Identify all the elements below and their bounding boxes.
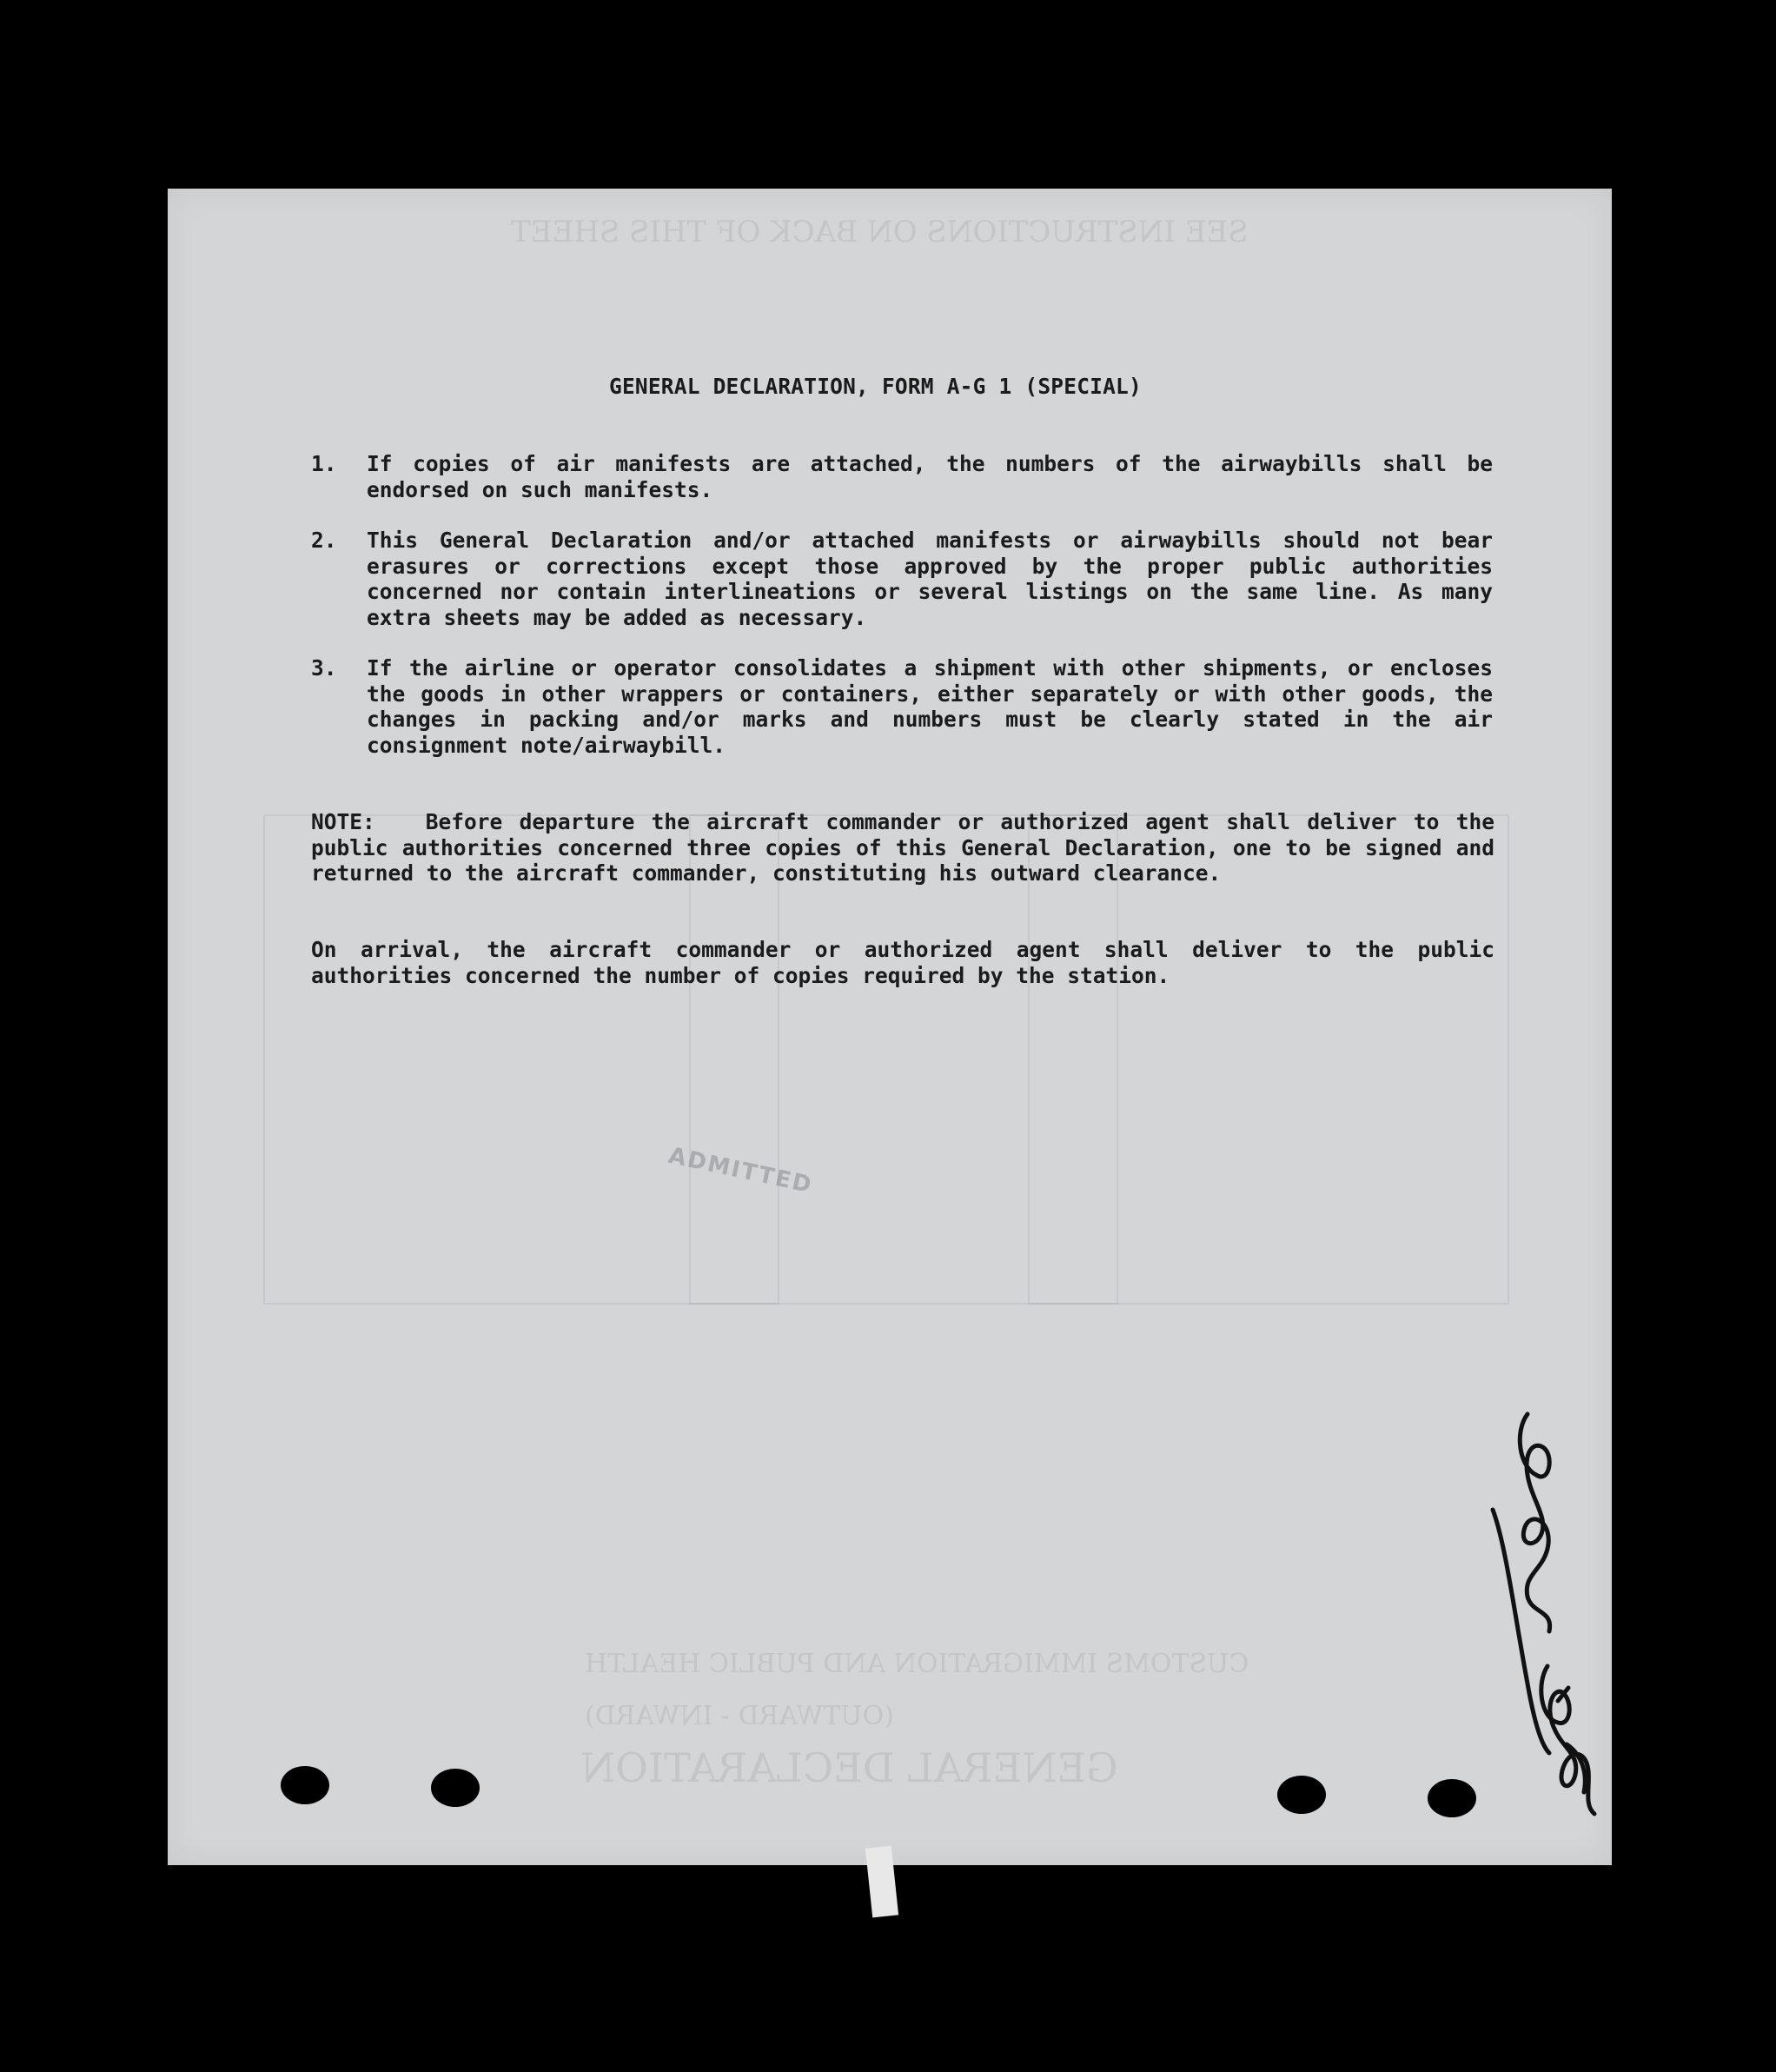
punch-hole	[1277, 1776, 1326, 1814]
faint-stamp: ADMITTED	[666, 1142, 815, 1199]
note-paragraph	[311, 809, 1494, 887]
show-through-header: SEE INSTRUCTIONS ON BACK OF THIS SHEET	[511, 215, 1249, 249]
show-through-outward: (OUTWARD - INWARD)	[585, 1701, 894, 1731]
signature-text: Edward Phillip	[1341, 1214, 1348, 1215]
item-number: 3.	[311, 655, 337, 681]
show-through-main-title: GENERAL DECLARATION	[580, 1744, 1118, 1791]
item-number: 2.	[311, 528, 337, 553]
punch-hole	[1428, 1779, 1476, 1817]
form-title: GENERAL DECLARATION, FORM A-G 1 (SPECIAL)	[609, 374, 1142, 399]
item-text: If the airline or operator consolidates a shipment with other shipments, or encloses the goods in other wrappers or containers, either separately or with other goods, the changes in packing and/or marks and numbers must be clearly stated in the air consignment note/airwaybill.	[367, 655, 1493, 758]
punch-hole	[281, 1766, 329, 1804]
handwritten-signature	[1341, 1214, 1636, 1823]
item-number: 1.	[311, 451, 337, 476]
show-through-table-col	[1028, 814, 1118, 1305]
paper-sheet	[168, 189, 1612, 1865]
show-through-subtitle: CUSTOMS IMMIGRATION AND PUBLIC HEALTH	[585, 1649, 1249, 1679]
arrival-paragraph: On arrival, the aircraft commander or authorized agent shall deliver to the public authorities concerned the number of copies required by the station.	[311, 937, 1494, 988]
note-text: Before departure the aircraft commander or authorized agent shall deliver to the public authorities concerned three copies of this General Declaration, one to be signed and returned to the aircraft commander, constituting his outward clearance.	[311, 809, 1494, 886]
punch-hole	[431, 1769, 480, 1807]
note-label: NOTE:	[311, 809, 375, 834]
show-through-table	[263, 814, 1509, 1305]
show-through-table-col	[689, 814, 779, 1305]
item-text: If copies of air manifests are attached, the numbers of the airwaybills shall be endorsed on such manifests.	[367, 451, 1493, 502]
item-text: This General Declaration and/or attached manifests or airwaybills should not bear erasures or corrections except those approved by the proper public authorities concerned nor contain interlineations or several listings on the same line. As many extra sheets may be added as necessary.	[367, 528, 1493, 630]
